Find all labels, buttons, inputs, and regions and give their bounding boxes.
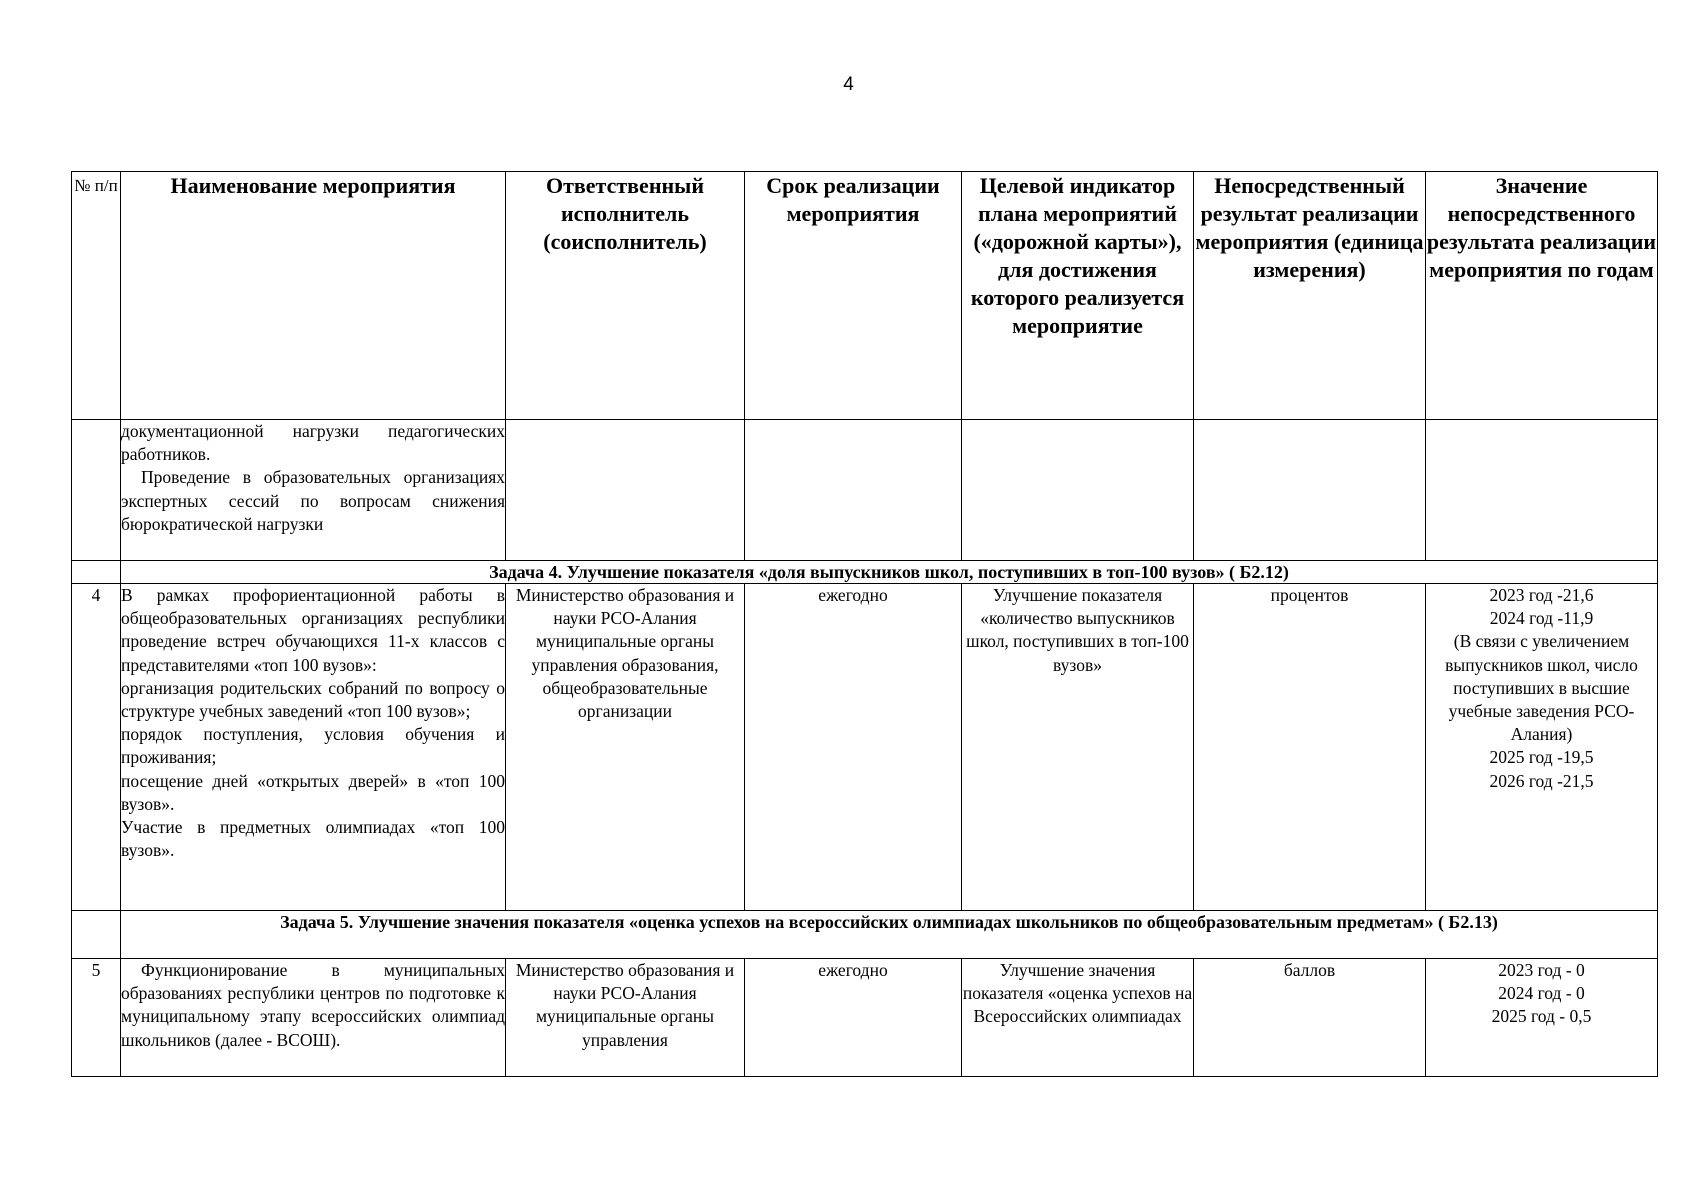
cell-activity-name [121, 959, 506, 1077]
name-text: посещение дней «открытых дверей» в «топ 100 вузов». [121, 770, 505, 814]
header-activity-name: Наименование мероприятия [121, 172, 506, 420]
value-line: 2025 год - 0,5 [1491, 1006, 1592, 1027]
cell-values [1426, 584, 1658, 911]
table-row [72, 420, 1658, 561]
cell-number [72, 561, 121, 584]
table-row [72, 584, 1658, 911]
cell-values [1426, 420, 1658, 561]
value-line: 2024 год -11,9 [1489, 608, 1594, 629]
page-number: 4 [843, 74, 854, 95]
cell-number [72, 911, 121, 959]
task-4-title: Задача 4. Улучшение показателя «доля выпускников школ, поступивших в топ-100 вузов» ( Б2.12) [121, 561, 1658, 584]
name-text: порядок поступления, условия обучения и проживания; [121, 724, 505, 768]
cell-activity-name [121, 420, 506, 561]
header-target-indicator: Целевой индикатор плана мероприятий («дорожной карты»), для достижения которого реализуется мероприятие [962, 172, 1194, 420]
cell-number [72, 420, 121, 561]
cell-term [745, 420, 962, 561]
value-line: 2024 год - 0 [1498, 983, 1585, 1004]
cell-values [1426, 959, 1658, 1077]
cell-executor: Министерство образования и науки РСО-Алания муниципальные органы управления [506, 959, 745, 1077]
cell-unit: баллов [1194, 959, 1426, 1077]
cell-indicator: Улучшение значения показателя «оценка успехов на Всероссийских олимпиадах [962, 959, 1194, 1077]
name-text: В рамках профориентационной работы в общеобразовательных организациях республики проведение встреч обучающихся 11-х классов с представителями «топ 100 вузов»: [121, 585, 505, 675]
cell-indicator [962, 420, 1194, 561]
cell-indicator: Улучшение показателя «количество выпускников школ, поступивших в топ-100 вузов» [962, 584, 1194, 911]
cell-executor [506, 420, 745, 561]
name-text: Проведение в образовательных организациях экспертных сессий по вопросам снижения бюрократической нагрузки [121, 467, 505, 534]
value-line: 2023 год -21,6 [1489, 585, 1594, 605]
header-executor: Ответственный исполнитель (соисполнитель) [506, 172, 745, 420]
task-row [72, 911, 1658, 959]
task-5-title: Задача 5. Улучшение значения показателя «оценка успехов на всероссийских олимпиадах школьников по общеобразовательным предметам» ( Б2.13) [121, 911, 1658, 959]
cell-executor: Министерство образования и науки РСО-Алания муниципальные органы управления образования, общеобразовательные организации [506, 584, 745, 911]
task-row [72, 561, 1658, 584]
header-direct-result: Непосредственный результат реализации мероприятия (единица измерения) [1194, 172, 1426, 420]
cell-term: ежегодно [745, 584, 962, 911]
cell-number: 4 [72, 584, 121, 911]
cell-unit: процентов [1194, 584, 1426, 911]
name-text: Участие в предметных олимпиадах «топ 100 вузов». [121, 817, 505, 861]
header-number: № п/п [72, 172, 121, 420]
value-line: 2023 год - 0 [1498, 960, 1585, 980]
table-row [72, 959, 1658, 1077]
name-text: организация родительских собраний по вопросу о структуре учебных заведений «топ 100 вузов»; [121, 677, 505, 722]
header-result-values: Значение непосредственного результата реализации мероприятия по годам [1426, 172, 1658, 420]
header-term: Срок реализации мероприятия [745, 172, 962, 420]
value-note: (В связи с увеличением выпускников школ, число поступивших в высшие учебные заведения РСО-Алания) [1445, 631, 1638, 745]
table-header-row [72, 172, 1658, 420]
activity-plan-table [71, 171, 1658, 1077]
value-line: 2026 год -21,5 [1489, 770, 1594, 791]
name-text: документационной нагрузки педагогических работников. [121, 421, 505, 465]
cell-number: 5 [72, 959, 121, 1077]
value-line: 2025 год -19,5 [1489, 747, 1594, 768]
cell-activity-name [121, 584, 506, 911]
name-text: Функционирование в муниципальных образованиях республики центров по подготовке к муниципальному этапу всероссийских олимпиад школьников (далее - ВСОШ). [121, 960, 505, 1050]
cell-term: ежегодно [745, 959, 962, 1077]
cell-unit [1194, 420, 1426, 561]
